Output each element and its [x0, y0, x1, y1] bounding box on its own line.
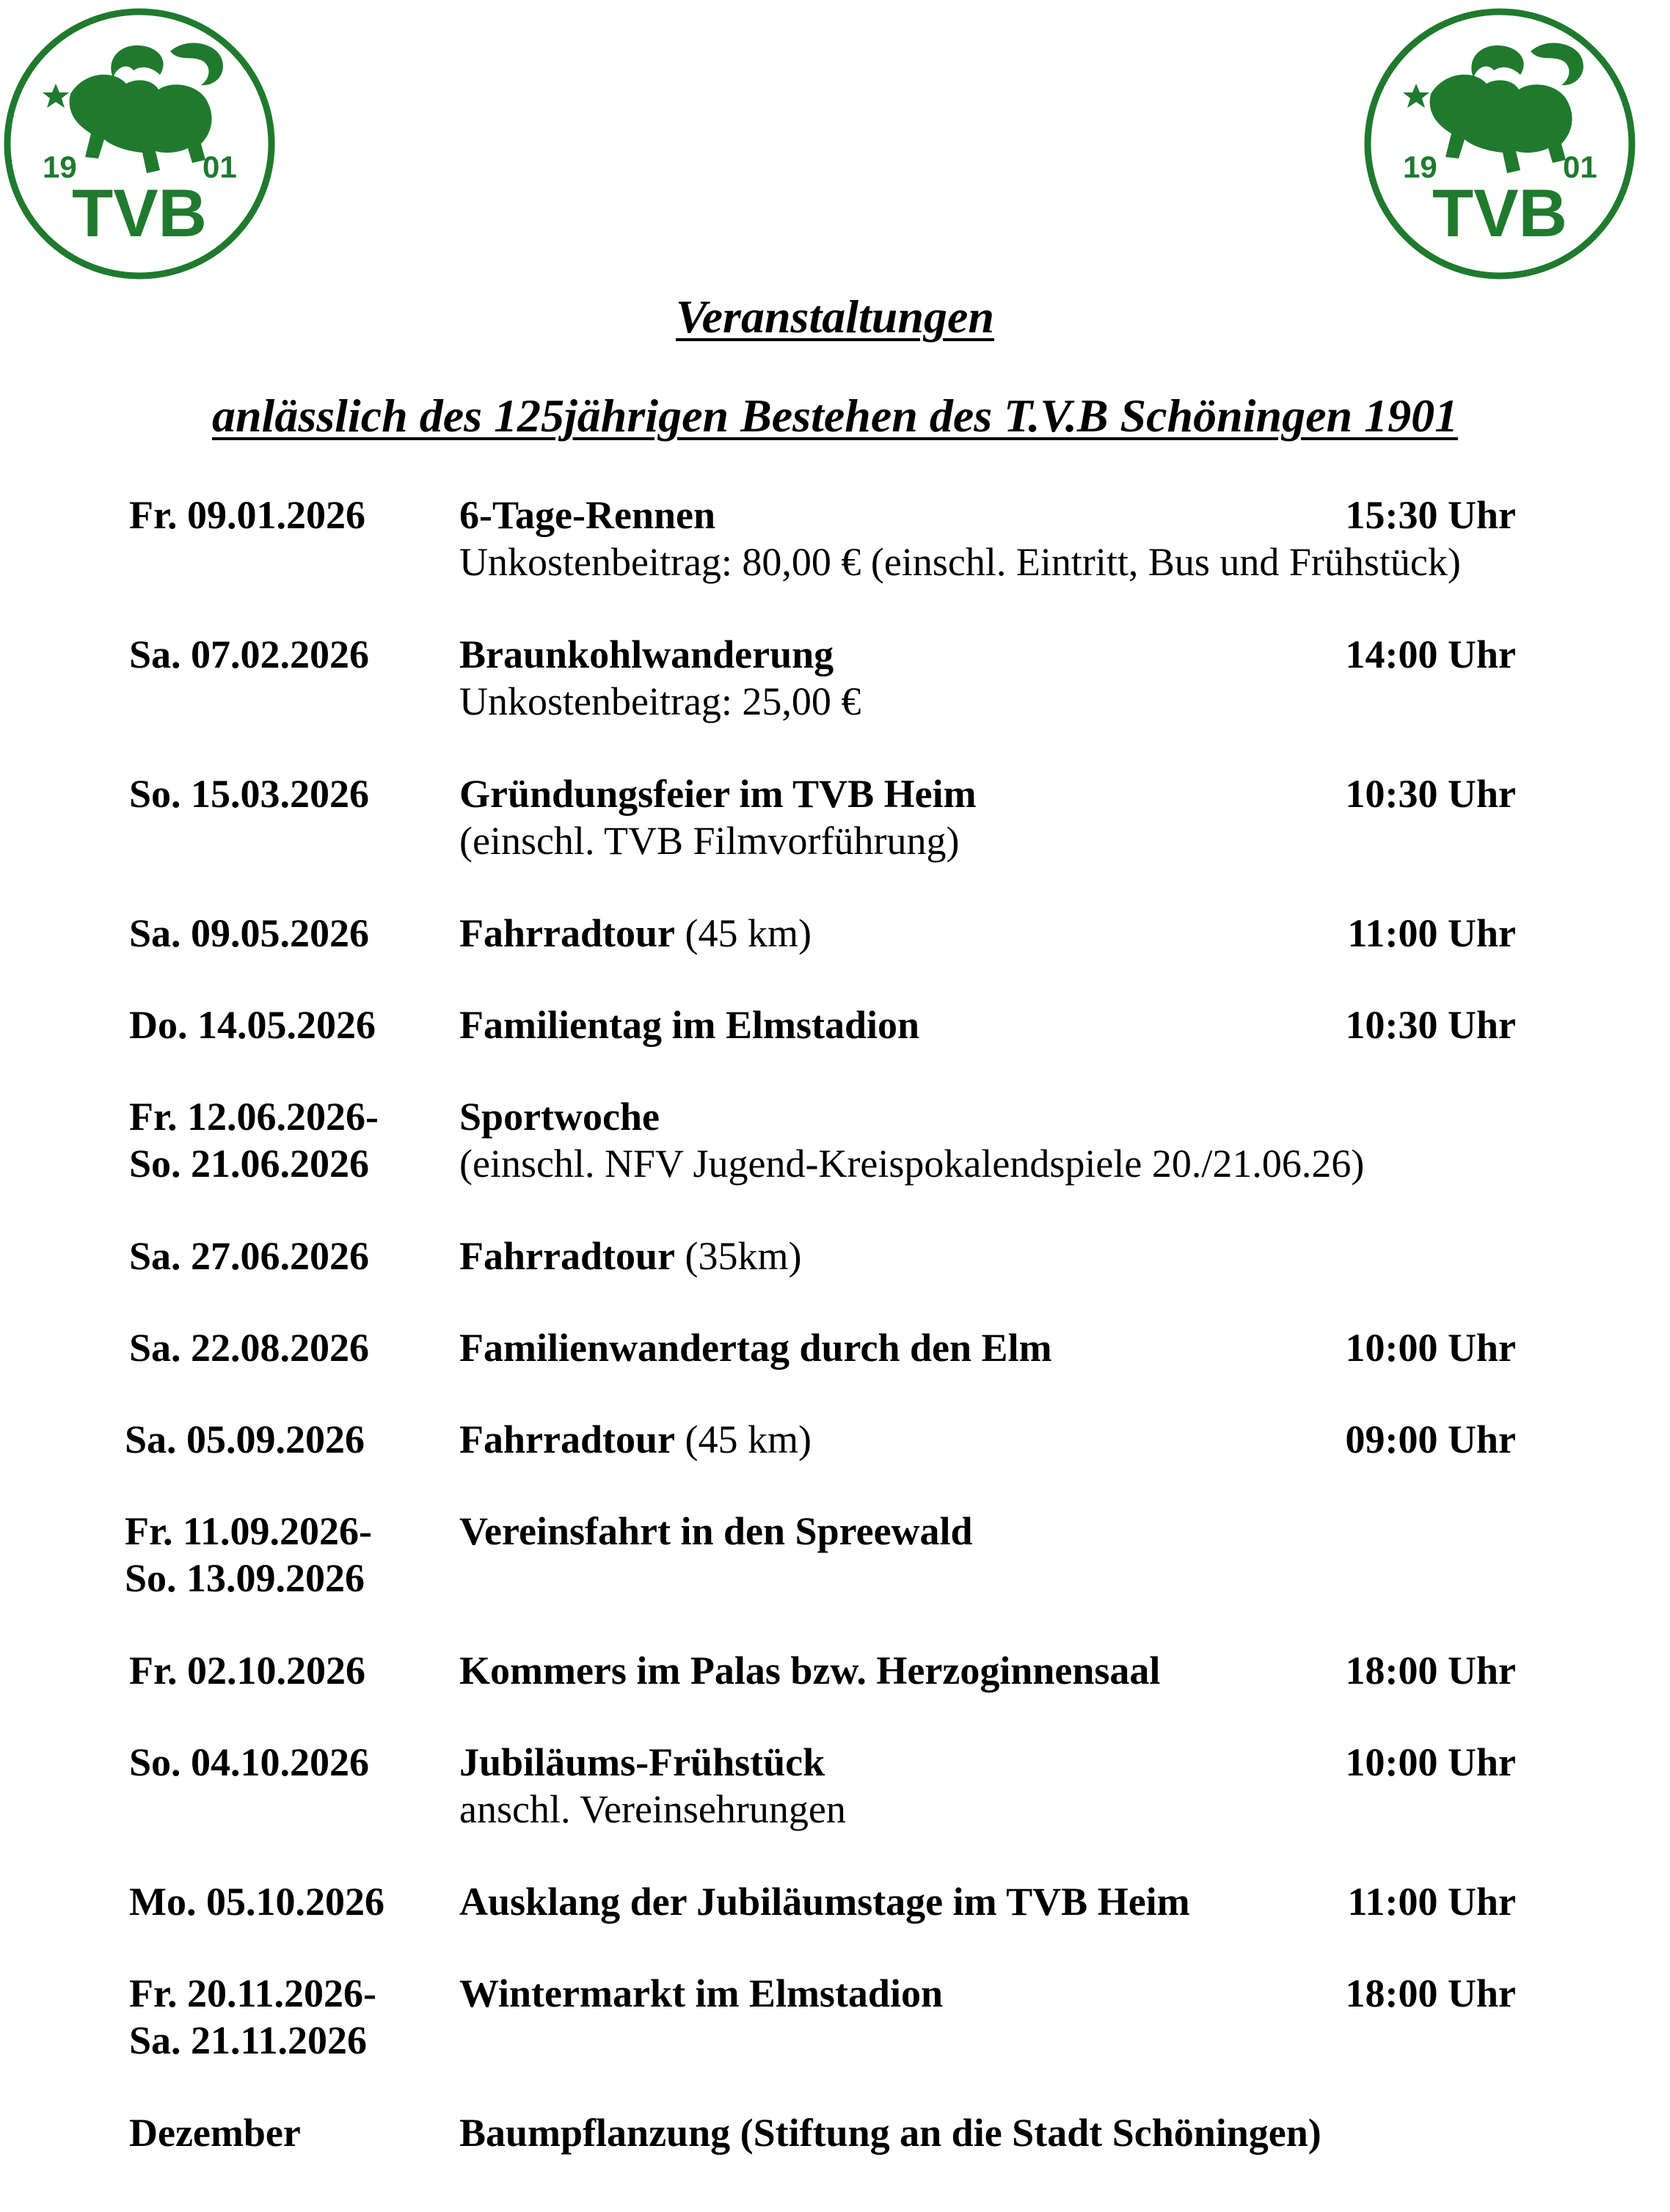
- event-time: 09:00 Uhr: [1345, 1417, 1516, 1461]
- event-date: Sa. 09.05.2026: [129, 911, 370, 955]
- event-time: 10:00 Uhr: [1345, 1740, 1516, 1784]
- event-note: anschl. Vereinsehrungen: [459, 1787, 846, 1831]
- event-date: Mo. 05.10.2026: [129, 1880, 384, 1924]
- event-date: Dezember: [129, 2111, 301, 2155]
- event-name: Fahrradtour (45 km): [459, 1417, 812, 1461]
- event-row: [0, 1647, 1670, 1750]
- event-row: [0, 1739, 1670, 1841]
- event-name: Wintermarkt im Elmstadion: [459, 1971, 943, 2015]
- event-name: Fahrradtour (45 km): [459, 911, 812, 955]
- event-row: [0, 631, 1670, 734]
- event-time: 18:00 Uhr: [1345, 1649, 1516, 1693]
- event-name: Fahrradtour (35km): [459, 1234, 802, 1278]
- event-time: 10:00 Uhr: [1345, 1326, 1516, 1370]
- event-date: Fr. 12.06.2026- So. 21.06.2026: [129, 1095, 379, 1186]
- event-row: [0, 1093, 1670, 1196]
- event-row: [0, 1416, 1670, 1519]
- event-date: Sa. 07.02.2026: [129, 632, 370, 676]
- event-note: (einschl. NFV Jugend-Kreispokalendspiele 20./21.06.26): [459, 1142, 1365, 1186]
- event-date: Fr. 20.11.2026- Sa. 21.11.2026: [129, 1971, 376, 2062]
- event-note: Unkostenbeitrag: 80,00 € (einschl. Eintritt, Bus und Frühstück): [459, 540, 1461, 584]
- event-name: Braunkohlwanderung Unkostenbeitrag: 25,00 €: [459, 631, 1589, 725]
- event-row: [0, 1233, 1670, 1335]
- event-date: Fr. 02.10.2026: [129, 1649, 365, 1693]
- event-name: Gründungsfeier im TVB Heim (einschl. TVB Filmvorführung): [459, 770, 1589, 864]
- event-name: Ausklang der Jubiläumstage im TVB Heim: [459, 1880, 1190, 1924]
- event-name: Familienwandertag durch den Elm: [459, 1326, 1052, 1370]
- event-date: So. 15.03.2026: [129, 772, 370, 816]
- tvb-logo-left: [3, 7, 276, 280]
- event-time: 10:30 Uhr: [1345, 1003, 1516, 1047]
- event-date: Do. 14.05.2026: [129, 1003, 376, 1047]
- logo-year-right: 01: [203, 150, 237, 184]
- event-row: [0, 1324, 1670, 1427]
- event-time: 10:30 Uhr: [1345, 772, 1516, 816]
- logo-year-right: 01: [1563, 150, 1597, 184]
- event-row: [0, 2109, 1670, 2212]
- event-row: [0, 1001, 1670, 1104]
- logo-letters: TVB: [1432, 176, 1567, 251]
- event-time: 11:00 Uhr: [1347, 1880, 1516, 1924]
- page-subtitle: anlässlich des 125jährigen Bestehen des T.V.B Schöningen 1901: [211, 390, 1459, 442]
- event-name: Kommers im Palas bzw. Herzoginnensaal: [459, 1649, 1161, 1693]
- event-time: 18:00 Uhr: [1345, 1971, 1516, 2015]
- event-row: [0, 1878, 1670, 1981]
- event-name: Vereinsfahrt in den Spreewald: [459, 1509, 973, 1553]
- event-date: Fr. 09.01.2026: [129, 493, 365, 537]
- event-date: So. 04.10.2026: [129, 1740, 370, 1784]
- logo-year-left: 19: [43, 150, 77, 184]
- event-name: Baumpflanzung (Stiftung an die Stadt Schöningen): [459, 2111, 1321, 2155]
- event-note: (einschl. TVB Filmvorführung): [459, 819, 960, 863]
- event-row: [0, 1970, 1670, 2073]
- event-row: [0, 1508, 1670, 1610]
- event-date: Fr. 11.09.2026- So. 13.09.2026: [125, 1509, 372, 1600]
- event-time: 15:30 Uhr: [1345, 493, 1516, 537]
- event-name: Sportwoche (einschl. NFV Jugend-Kreispokalendspiele 20./21.06.26): [459, 1093, 1589, 1187]
- event-row: [0, 492, 1670, 594]
- event-date: Sa. 27.06.2026: [129, 1234, 370, 1278]
- tvb-logo-right: [1363, 7, 1636, 280]
- logo-year-left: 19: [1403, 150, 1437, 184]
- logo-letters: TVB: [72, 176, 207, 251]
- event-time: 11:00 Uhr: [1347, 911, 1516, 955]
- event-row: [0, 910, 1670, 1012]
- event-name: Jubiläums-Frühstück anschl. Vereinsehrungen: [459, 1739, 1589, 1833]
- event-date: Sa. 22.08.2026: [129, 1326, 370, 1370]
- event-name: Familientag im Elmstadion: [459, 1003, 920, 1047]
- page-title: Veranstaltungen: [676, 291, 994, 343]
- event-note: Unkostenbeitrag: 25,00 €: [459, 679, 861, 723]
- event-date: Sa. 05.09.2026: [125, 1417, 365, 1461]
- event-name: 6-Tage-Rennen Unkostenbeitrag: 80,00 € (einschl. Eintritt, Bus und Frühstück): [459, 492, 1589, 585]
- event-row: [0, 770, 1670, 873]
- event-time: 14:00 Uhr: [1345, 632, 1516, 676]
